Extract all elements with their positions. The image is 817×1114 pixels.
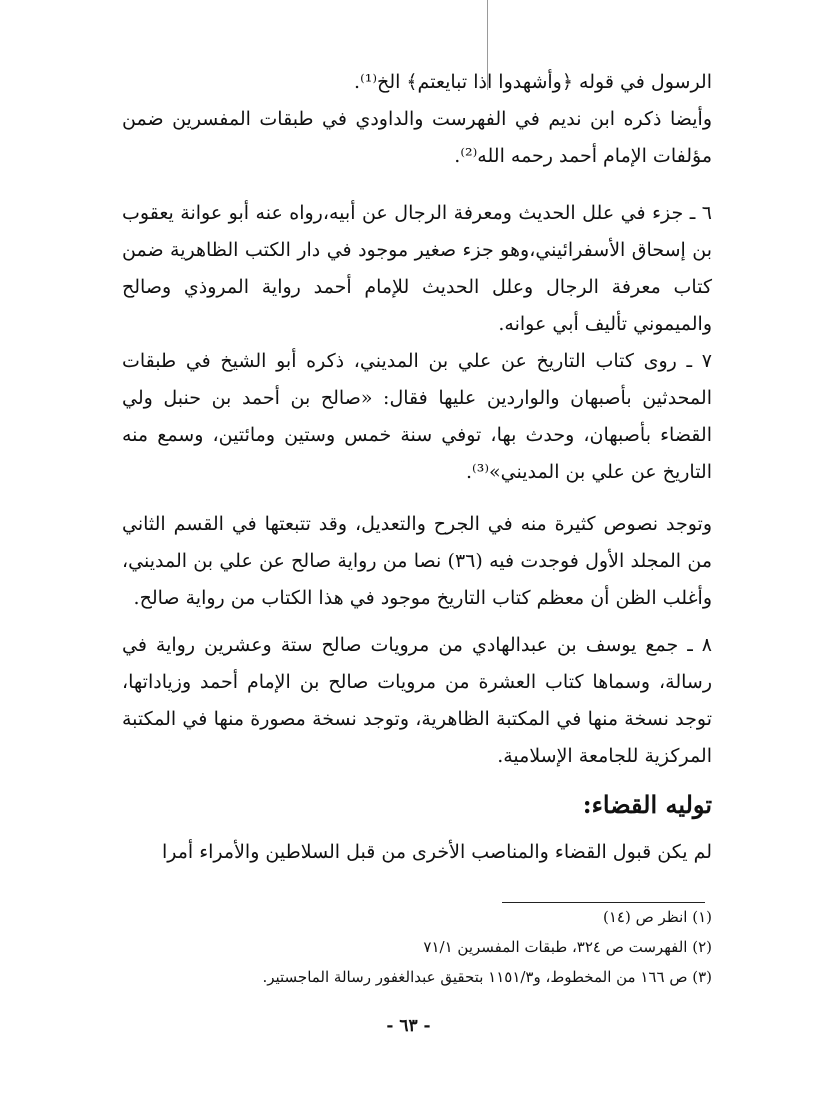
paragraph-continuation: الرسول في قوله ﴿وأشهدوا اذا تبايعتم﴾ الخ⁽¹⁾. [354, 71, 712, 93]
paragraph-item-6: ٦ ـ جزء في علل الحديث ومعرفة الرجال عن أبيه،رواه عنه أبو عوانة يعقوب بن إسحاق الأسفرائيني،وهو جزء صغير موجود في دار الكتب الظاهرية ضمن كتاب معرفة الرجال وعلل الحديث للإمام أحمد رواية المروذي وصالح والميموني تأليف أبي عوانه. [122, 202, 712, 335]
section-heading: توليه القضاء: [582, 790, 712, 819]
paragraph-item-8: ٨ ـ جمع يوسف بن عبدالهادي من مرويات صالح ستة وعشرين رواية في رسالة، وسماها كتاب العشرة من مرويات صالح بن الإمام أحمد وزياداتها، توجد نسخة منها في المكتبة الظاهرية، وتوجد نسخة مصورة منها في المكتبة المركزية للجامعة الإسلامية. [122, 634, 712, 767]
paragraph-jarh-tadil: وتوجد نصوص كثيرة منه في الجرح والتعديل، وقد تتبعتها في القسم الثاني من المجلد الأول فوجدت فيه (٣٦) نصا من رواية صالح عن علي بن المديني، وأغلب الظن أن معظم كتاب التاريخ موجود في هذا الكتاب من رواية صالح. [122, 513, 712, 609]
footnote-1: (١) انظر ص (١٤) [603, 908, 712, 926]
paragraph-fihrist-mention: وأيضا ذكره ابن نديم في الفهرست والداودي في طبقات المفسرين ضمن مؤلفات الإمام أحمد رحمه الله⁽²⁾. [122, 108, 712, 167]
paragraph-item-7: ٧ ـ روى كتاب التاريخ عن علي بن المديني، ذكره أبو الشيخ في طبقات المحدثين بأصبهان والواردين عليها فقال: «صالح بن أحمد بن حنبل ولي القضاء بأصبهان، وحدث بها، توفي سنة خمس وستين ومائتين، وسمع منه التاريخ عن علي بن المديني»⁽³⁾. [122, 350, 712, 483]
footnote-3: (٣) ص ١٦٦ من المخطوط، و١١٥١/٣ بتحقيق عبدالغفور رسالة الماجستير. [262, 968, 712, 986]
footnote-2: (٢) الفهرست ص ٣٢٤، طبقات المفسرين ٧١/١ [423, 938, 712, 956]
page-number: - ٦٣ - [386, 1016, 431, 1036]
paragraph-judgeship-intro: لم يكن قبول القضاء والمناصب الأخرى من قبل السلاطين والأمراء أمرا [161, 841, 712, 863]
